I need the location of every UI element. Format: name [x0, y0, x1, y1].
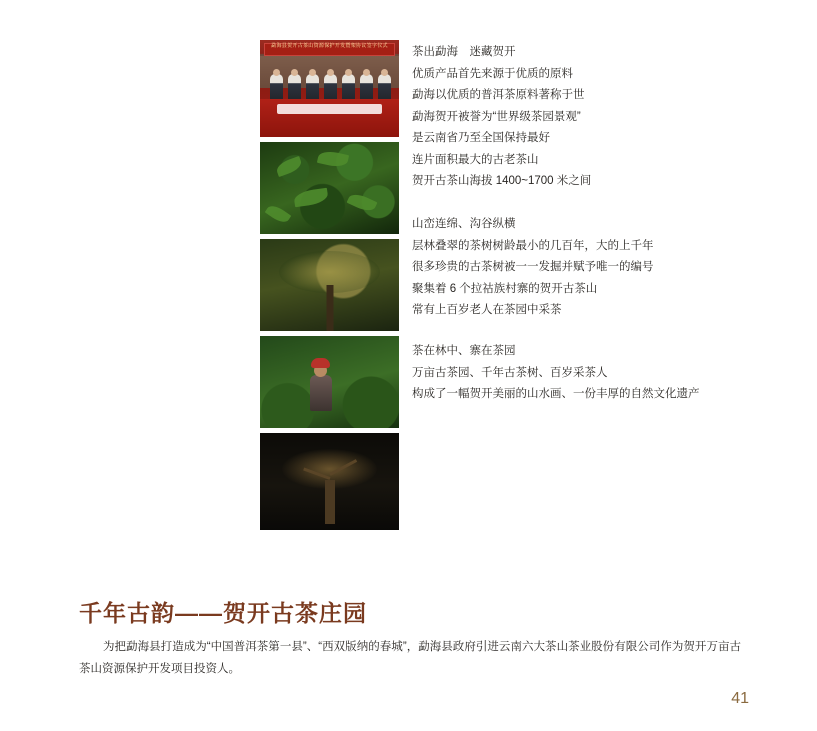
- tree-trunk: [325, 480, 335, 524]
- tea-picker-figure: [308, 356, 334, 414]
- ancient-tree-night-photo: [260, 433, 399, 530]
- caption-line: 勐海以优质的普洱茶原料著称于世: [412, 89, 585, 101]
- caption-line: 山峦连绵、沟谷纵横: [412, 218, 516, 230]
- photo-table: [260, 99, 399, 137]
- caption-line: 很多珍贵的古茶树被一一发掘并赋予唯一的编号: [412, 261, 654, 273]
- caption-line: 聚集着 6 个拉祜族村寨的贺开古茶山: [412, 282, 598, 295]
- ancient-tea-tree-forest-photo: [260, 239, 399, 331]
- caption-line: 常有上百岁老人在茶园中采茶: [412, 304, 562, 316]
- caption-line: 贺开古茶山海拔 1400~1700 米之间: [412, 175, 592, 187]
- caption-line: 勐海贺开被誉为“世界级茶园景观”: [412, 110, 581, 123]
- signing-ceremony-photo: [260, 40, 399, 137]
- photo-people: [260, 66, 399, 100]
- page-number: 41: [731, 690, 749, 707]
- caption-line: 优质产品首先来源于优质的原料: [412, 67, 573, 80]
- page-title: 千年古韵——贺开古茶庄园: [79, 600, 367, 626]
- caption-line: 茶在林中、寨在茶园: [412, 345, 516, 357]
- text-block-1: [412, 42, 772, 193]
- caption-line: 连片面积最大的古老茶山: [412, 153, 539, 166]
- tree-trunk: [326, 285, 333, 331]
- caption-line: 构成了一幅贺开美丽的山水画、一份丰厚的自然文化遗产: [412, 388, 700, 400]
- caption-line: 是云南省乃至全国保持最好: [412, 132, 550, 144]
- photo-column: [260, 40, 399, 535]
- tea-picker-photo: [260, 336, 399, 428]
- text-block-2: [412, 214, 772, 322]
- body-paragraph-text: 为把勐海县打造成为“中国普洱茶第一县”、“西双版纳的春城”，勐海县政府引进云南六大茶山茶业股份有限公司作为贺开万亩古茶山资源保护开发项目投资人。: [79, 641, 741, 675]
- caption-line: 层林叠翠的茶树树龄最小的几百年，大的上千年: [412, 239, 654, 252]
- tea-leaves-photo: [260, 142, 399, 234]
- caption-line: 茶出勐海 迷藏贺开: [412, 46, 516, 58]
- body-paragraph: [79, 636, 741, 680]
- caption-line: 万亩古茶园、千年古茶树、百岁采茶人: [412, 366, 608, 379]
- banner-text: 勐海县贺开古茶山资源保护开发暨架协议签字仪式: [271, 43, 388, 49]
- text-block-3: [412, 341, 772, 406]
